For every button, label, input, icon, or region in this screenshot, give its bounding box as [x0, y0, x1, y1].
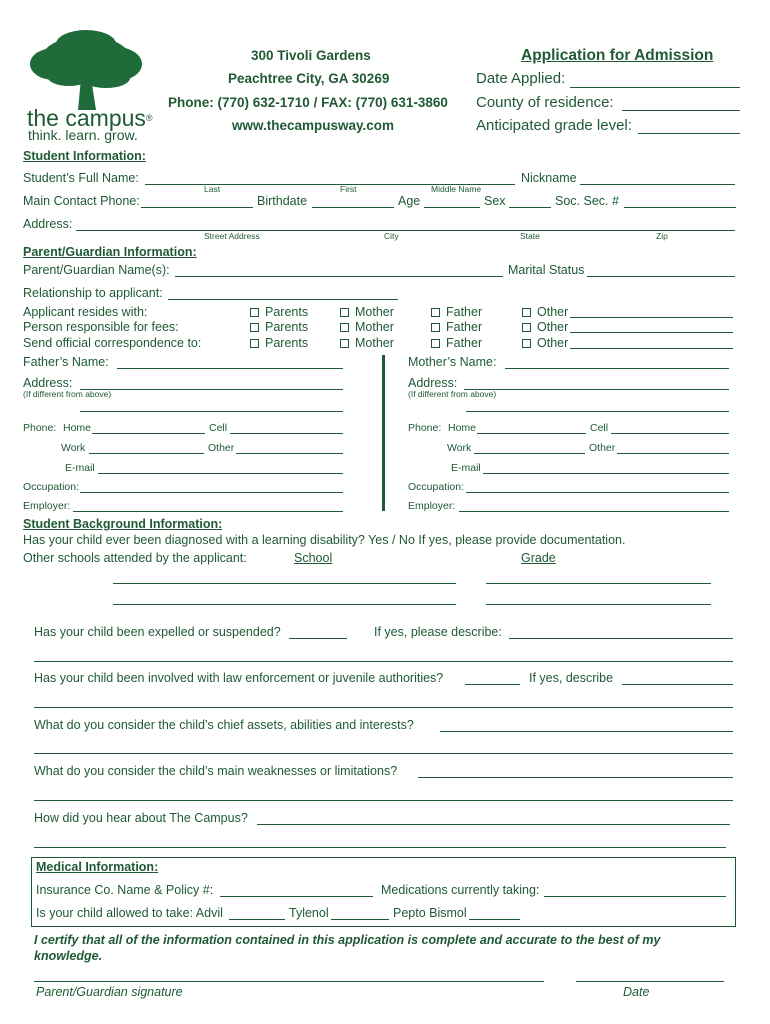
resides-father-option[interactable] — [431, 305, 482, 319]
full-name-label: Student’s Full Name: — [23, 171, 139, 185]
law-describe-label: If yes, describe — [529, 671, 614, 685]
correspondence-mother-option[interactable] — [340, 336, 394, 350]
date-applied-field[interactable] — [570, 87, 740, 88]
father-address-label: Address: — [23, 376, 73, 390]
county-label: County of residence: — [476, 94, 614, 111]
address-line2: Peachtree City, GA 30269 — [228, 71, 390, 86]
father-name-label: Father’s Name: — [23, 355, 109, 369]
assets-question: What do you consider the child’s chief assets, abilities and interests? — [34, 718, 414, 732]
mother-other-label: Other — [589, 442, 616, 454]
hear-field[interactable] — [257, 824, 730, 825]
hear-field-2[interactable] — [34, 847, 726, 848]
mother-name-label: Mother’s Name: — [408, 355, 497, 369]
tylenol-field[interactable] — [331, 919, 389, 920]
sub-state: State — [520, 231, 540, 241]
grade-level-field[interactable] — [638, 133, 740, 134]
father-address-field[interactable] — [80, 389, 343, 390]
main-phone-label: Main Contact Phone: — [23, 194, 140, 208]
address-field[interactable] — [76, 230, 735, 231]
fees-label: Person responsible for fees: — [23, 320, 179, 334]
parent-info-heading: Parent/Guardian Information: — [23, 245, 197, 259]
father-home-label: Home — [63, 422, 92, 434]
mother-name-field[interactable] — [505, 368, 729, 369]
medical-heading: Medical Information: — [36, 860, 159, 874]
option-label: Father — [446, 336, 483, 350]
weaknesses-field-2[interactable] — [34, 800, 733, 801]
sex-label: Sex — [484, 194, 506, 208]
mother-email-field[interactable] — [483, 473, 729, 474]
father-cell-label: Cell — [209, 422, 228, 434]
option-label: Father — [446, 320, 483, 334]
resides-other-field[interactable] — [570, 317, 733, 318]
disability-question: Has your child ever been diagnosed with a learning disability? Yes / No If yes, please provide documentation. — [23, 533, 626, 547]
medications-field[interactable] — [544, 896, 726, 897]
option-label: Parents — [265, 305, 309, 319]
expelled-describe-label: If yes, please describe: — [374, 625, 502, 639]
sub-last: Last — [204, 184, 221, 194]
father-other-label: Other — [208, 442, 235, 454]
pepto-field[interactable] — [469, 919, 520, 920]
marital-status-field[interactable] — [587, 276, 735, 277]
background-heading: Student Background Information: — [23, 517, 223, 531]
checkbox-icon — [522, 308, 531, 317]
correspondence-other-field[interactable] — [570, 348, 733, 349]
mother-if-different: (If different from above) — [408, 389, 497, 399]
resides-other-option[interactable] — [522, 305, 568, 319]
father-address-field-2[interactable] — [80, 411, 343, 412]
resides-parents-option[interactable] — [250, 305, 308, 319]
checkbox-icon — [340, 323, 349, 332]
option-label: Mother — [355, 320, 394, 334]
student-info-heading: Student Information: — [23, 149, 146, 163]
allowed-advil-label: Is your child allowed to take: Advil — [36, 906, 223, 920]
certify-line1: I certify that all of the information contained in this application is complete and accurate to the best of my — [34, 933, 661, 947]
form-title: Application for Admission — [521, 47, 714, 64]
birthdate-label: Birthdate — [257, 194, 308, 208]
ssn-field[interactable] — [624, 207, 736, 208]
sub-first: First — [340, 184, 357, 194]
mother-occupation-label: Occupation: — [408, 481, 465, 493]
mother-home-label: Home — [448, 422, 477, 434]
school-field-1[interactable] — [113, 583, 456, 584]
correspondence-other-option[interactable] — [522, 336, 568, 350]
relationship-label: Relationship to applicant: — [23, 286, 163, 300]
tylenol-label: Tylenol — [289, 906, 329, 920]
fees-father-option[interactable] — [431, 320, 482, 334]
option-label: Father — [446, 305, 483, 319]
mother-employer-field[interactable] — [459, 511, 729, 512]
law-question: Has your child been involved with law enforcement or juvenile authorities? — [34, 671, 444, 685]
option-label: Parents — [265, 320, 309, 334]
checkbox-icon — [431, 339, 440, 348]
nickname-label: Nickname — [521, 171, 577, 185]
logo-registered-mark: ® — [145, 113, 153, 123]
expelled-describe-field-2[interactable] — [34, 661, 733, 662]
sub-zip: Zip — [656, 231, 668, 241]
checkbox-icon — [250, 323, 259, 332]
tree-icon — [24, 28, 148, 112]
mother-address-field[interactable] — [464, 389, 729, 390]
fees-other-field[interactable] — [570, 332, 733, 333]
sub-street: Street Address — [204, 231, 260, 241]
expelled-describe-field[interactable] — [509, 638, 733, 639]
medications-label: Medications currently taking: — [381, 883, 540, 897]
option-label: Other — [537, 320, 569, 334]
option-label: Parents — [265, 336, 309, 350]
age-label: Age — [398, 194, 421, 208]
checkbox-icon — [431, 308, 440, 317]
mother-address-label: Address: — [408, 376, 458, 390]
checkbox-icon — [340, 339, 349, 348]
age-field[interactable] — [424, 207, 480, 208]
relationship-field[interactable] — [168, 299, 398, 300]
mother-employer-label: Employer: — [408, 500, 456, 512]
mother-work-field[interactable] — [474, 453, 585, 454]
resides-label: Applicant resides with: — [23, 305, 148, 319]
option-label: Mother — [355, 336, 394, 350]
sub-middle: Middle Name — [431, 184, 482, 194]
ssn-label: Soc. Sec. # — [555, 194, 619, 208]
father-if-different: (If different from above) — [23, 389, 112, 399]
father-occupation-label: Occupation: — [23, 481, 80, 493]
father-email-label: E-mail — [65, 462, 95, 474]
checkbox-icon — [340, 308, 349, 317]
date-label: Date — [623, 985, 650, 999]
father-cell-field[interactable] — [230, 433, 343, 434]
phone-fax: Phone: (770) 632-1710 / FAX: (770) 631-3860 — [168, 95, 448, 110]
grade-column-label: Grade — [521, 551, 556, 565]
birthdate-field[interactable] — [312, 207, 394, 208]
mother-email-label: E-mail — [451, 462, 481, 474]
fees-other-option[interactable] — [522, 320, 568, 334]
marital-status-label: Marital Status — [508, 263, 585, 277]
checkbox-icon — [522, 339, 531, 348]
mother-phone-label: Phone: — [408, 422, 442, 434]
website-link[interactable]: www.thecampusway.com — [232, 118, 395, 133]
insurance-field[interactable] — [220, 896, 373, 897]
father-phone-label: Phone: — [23, 422, 57, 434]
date-field[interactable] — [576, 981, 724, 982]
other-schools-label: Other schools attended by the applicant: — [23, 551, 247, 565]
hear-question: How did you hear about The Campus? — [34, 811, 248, 825]
father-name-field[interactable] — [117, 368, 343, 369]
mother-other-field[interactable] — [617, 453, 729, 454]
weaknesses-field[interactable] — [418, 777, 733, 778]
correspondence-label: Send official correspondence to: — [23, 336, 202, 350]
address-label: Address: — [23, 217, 73, 231]
law-describe-field-2[interactable] — [34, 707, 733, 708]
checkbox-icon — [522, 323, 531, 332]
grade-level-label: Anticipated grade level: — [476, 117, 632, 134]
correspondence-father-option[interactable] — [431, 336, 482, 350]
date-applied-label: Date Applied: — [476, 70, 566, 87]
father-work-field[interactable] — [89, 453, 204, 454]
school-field-2[interactable] — [113, 604, 456, 605]
fees-mother-option[interactable] — [340, 320, 394, 334]
checkbox-icon — [250, 308, 259, 317]
school-column-label: School — [294, 551, 333, 565]
checkbox-icon — [250, 339, 259, 348]
parent-column-divider — [382, 355, 385, 511]
expelled-field[interactable] — [289, 638, 347, 639]
parent-names-label: Parent/Guardian Name(s): — [23, 263, 170, 277]
father-employer-label: Employer: — [23, 500, 71, 512]
option-label: Other — [537, 305, 569, 319]
mother-home-field[interactable] — [477, 433, 586, 434]
pepto-label: Pepto Bismol — [393, 906, 467, 920]
assets-field-2[interactable] — [34, 753, 733, 754]
father-other-field[interactable] — [236, 453, 343, 454]
option-label: Mother — [355, 305, 394, 319]
nickname-field[interactable] — [580, 184, 735, 185]
law-field[interactable] — [465, 684, 520, 685]
option-label: Other — [537, 336, 569, 350]
mother-occupation-field[interactable] — [466, 492, 729, 493]
mother-address-field-2[interactable] — [466, 411, 729, 412]
advil-field[interactable] — [229, 919, 285, 920]
mother-cell-label: Cell — [590, 422, 609, 434]
sex-field[interactable] — [509, 207, 551, 208]
father-employer-field[interactable] — [73, 511, 343, 512]
resides-mother-option[interactable] — [340, 305, 394, 319]
expelled-question: Has your child been expelled or suspended? — [34, 625, 281, 639]
logo-name: the campus — [27, 105, 146, 131]
assets-field[interactable] — [440, 731, 733, 732]
fees-parents-option[interactable] — [250, 320, 308, 334]
signature-label: Parent/Guardian signature — [36, 985, 183, 999]
county-field[interactable] — [622, 110, 740, 111]
grade-field-2[interactable] — [486, 604, 711, 605]
logo-tagline: think. learn. grow. — [28, 127, 138, 143]
father-work-label: Work — [61, 442, 86, 454]
address-line1: 300 Tivoli Gardens — [251, 48, 371, 63]
checkbox-icon — [431, 323, 440, 332]
correspondence-parents-option[interactable] — [250, 336, 308, 350]
father-email-field[interactable] — [98, 473, 343, 474]
parent-names-field[interactable] — [175, 276, 503, 277]
sub-city: City — [384, 231, 399, 241]
signature-field[interactable] — [34, 981, 544, 982]
insurance-label: Insurance Co. Name & Policy #: — [36, 883, 214, 897]
mother-work-label: Work — [447, 442, 472, 454]
grade-field-1[interactable] — [486, 583, 711, 584]
father-occupation-field[interactable] — [80, 492, 343, 493]
law-describe-field[interactable] — [622, 684, 733, 685]
father-home-field[interactable] — [92, 433, 205, 434]
weaknesses-question: What do you consider the child’s main weaknesses or limitations? — [34, 764, 398, 778]
main-phone-field[interactable] — [141, 207, 253, 208]
certify-line2: knowledge. — [34, 949, 103, 963]
mother-cell-field[interactable] — [611, 433, 729, 434]
